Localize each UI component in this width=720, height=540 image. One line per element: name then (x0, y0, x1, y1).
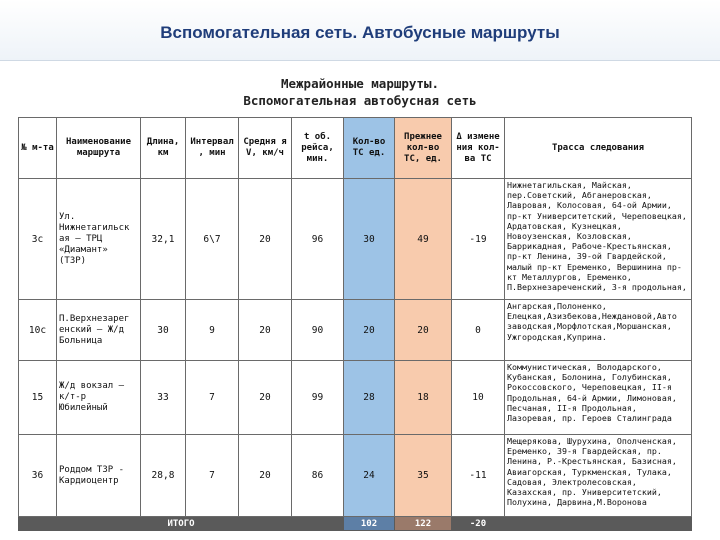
cell-interval: 6\7 (186, 179, 239, 300)
slide-title: Вспомогательная сеть. Автобусные маршруты (160, 23, 560, 42)
header-vehicle-count: Кол-во ТС ед. (344, 118, 395, 179)
cell-route-number: 36 (19, 435, 57, 517)
cell-route-name: Ж/д вокзал – к/т-р Юбилейный (57, 361, 141, 435)
header-route-number: № м-та (19, 118, 57, 179)
total-count-change: -20 (452, 517, 505, 531)
cell-route-name: Роддом ТЗР - Кардиоцентр (57, 435, 141, 517)
cell-speed: 20 (239, 361, 292, 435)
cell-route-path (505, 435, 692, 517)
total-vehicle-count: 102 (344, 517, 395, 531)
cell-length: 32,1 (141, 179, 186, 300)
route-path-text: Ангарская,Полоненко, Елецкая,Азизбекова,Неждановой,Авто заводская,Морфлотская,Моршанская, Ужгородская,Куприна. (507, 301, 677, 342)
cell-route-number: 10с (19, 300, 57, 361)
table-row (19, 179, 692, 300)
route-path-text: Коммунистическая, Володарского, Кубанская, Болонина, Голубинская, Рокоссовского, Череповецкая, II-я Продольная, 64-й Армии, Лимоновая, Песчаная, II-я Продольная, Лазоревая, пр. Героев Сталинграда (507, 362, 677, 424)
cell-vehicle-count: 30 (344, 179, 395, 300)
cell-route-number: 3с (19, 179, 57, 300)
header-route-path: Трасса следования (505, 118, 692, 179)
header-count-change: Δ измене ния кол-ва ТС (452, 118, 505, 179)
cell-length: 33 (141, 361, 186, 435)
routes-table-container (18, 117, 691, 529)
table-row (19, 361, 692, 435)
cell-route-path (505, 179, 692, 300)
table-row (19, 300, 692, 361)
cell-count-change: 0 (452, 300, 505, 361)
table-header-row (19, 118, 692, 179)
header-previous-count: Прежнее кол-во ТС, ед. (395, 118, 452, 179)
cell-route-name: Ул. Нижнетагильск ая – ТРЦ «Диамант» (ТЗР) (57, 179, 141, 300)
cell-speed: 20 (239, 179, 292, 300)
total-route-path-empty (505, 517, 692, 531)
cell-turnaround: 90 (292, 300, 344, 361)
document-title-line-2: Вспомогательная автобусная сеть (243, 93, 477, 108)
cell-previous-count: 20 (395, 300, 452, 361)
cell-speed: 20 (239, 435, 292, 517)
cell-vehicle-count: 28 (344, 361, 395, 435)
document-title-line-1: Межрайонные маршруты. (280, 76, 440, 91)
cell-previous-count: 49 (395, 179, 452, 300)
cell-count-change: -11 (452, 435, 505, 517)
total-row (19, 517, 692, 531)
cell-route-name: П.Верхнезарег енский – Ж/д Больница (57, 300, 141, 361)
header-turnaround: t об. рейса, мин. (292, 118, 344, 179)
document-title (0, 75, 720, 109)
cell-turnaround: 99 (292, 361, 344, 435)
cell-route-number: 15 (19, 361, 57, 435)
header-length: Длина, км (141, 118, 186, 179)
route-path-text: Нижнетагильская, Майская, пер.Советский, Абганеровская, Лавровая, Колосовая, 64-ой Армии, пр-кт Университетский, Череповецкая, Ардатовская, Кузнецкая, Новоузенская, Козловская, Баррикадная, Рабоче-Крестьянская, пр-кт Ленина, 39-ой Гвардейской, малый пр-кт Еременко, Вершинина пр-кт Металлургов, Еременко, П.Верхнезареченский, 3-я продольная, (507, 180, 687, 293)
cell-previous-count: 18 (395, 361, 452, 435)
cell-count-change: 10 (452, 361, 505, 435)
route-path-text: Мещерякова, Шурухина, Ополченская, Еременко, 39-я Гвардейская, пр. Ленина, Р.-Крестьянская, Базисная, Авиагорская, Туркменская, Тулака, Садовая, Электролесовская, Казахская, пр. Университетский, Полухина, Дарвина,М.Воронова (507, 436, 677, 508)
cell-previous-count: 35 (395, 435, 452, 517)
cell-count-change: -19 (452, 179, 505, 300)
cell-route-path (505, 300, 692, 361)
cell-turnaround: 96 (292, 179, 344, 300)
cell-turnaround: 86 (292, 435, 344, 517)
cell-route-path (505, 361, 692, 435)
cell-interval: 7 (186, 435, 239, 517)
cell-vehicle-count: 24 (344, 435, 395, 517)
routes-table (18, 117, 692, 531)
header-speed: Средня я V, км/ч (239, 118, 292, 179)
total-label: ИТОГО (19, 517, 344, 531)
cell-speed: 20 (239, 300, 292, 361)
table-row (19, 435, 692, 517)
cell-length: 30 (141, 300, 186, 361)
cell-interval: 9 (186, 300, 239, 361)
cell-interval: 7 (186, 361, 239, 435)
cell-vehicle-count: 20 (344, 300, 395, 361)
cell-length: 28,8 (141, 435, 186, 517)
total-previous-count: 122 (395, 517, 452, 531)
header-route-name: Наименование маршрута (57, 118, 141, 179)
header-interval: Интервал , мин (186, 118, 239, 179)
